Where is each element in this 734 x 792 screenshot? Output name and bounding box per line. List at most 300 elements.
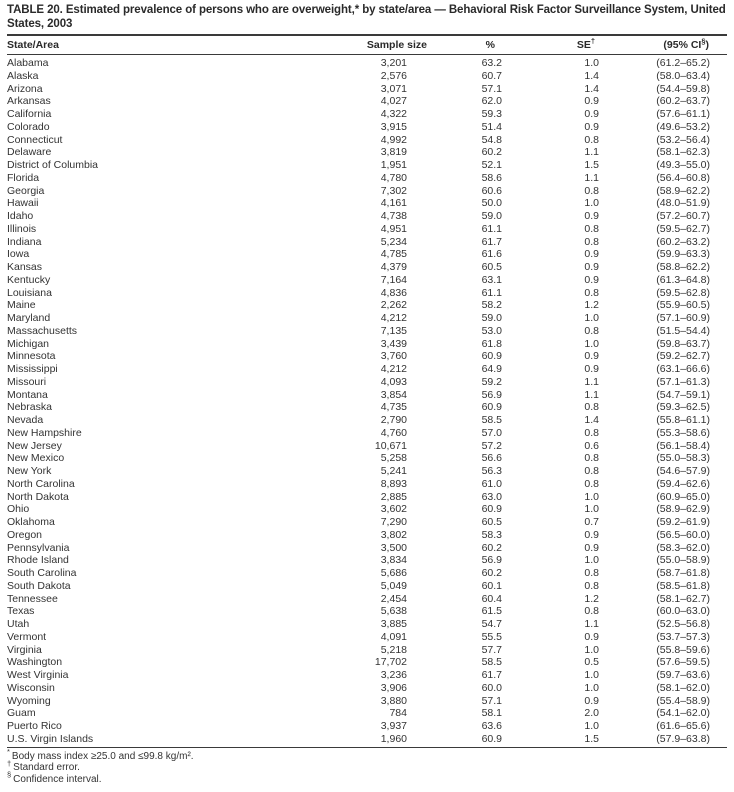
cell-sample-size: 3,236	[380, 669, 407, 681]
table-row	[7, 299, 727, 312]
cell-ci: (60.2–63.2)	[656, 235, 710, 248]
cell-se: 1.0	[584, 643, 599, 656]
table-row	[7, 325, 727, 338]
cell-percent: 59.0	[481, 210, 502, 222]
cell-percent: 60.9	[481, 503, 502, 516]
cell-sample-size: 3,885	[380, 618, 407, 630]
cell-state-area: Nebraska	[7, 401, 52, 414]
cell-ci: (54.6–57.9)	[656, 465, 710, 477]
cell-ci: (58.7–61.8)	[656, 567, 710, 579]
table-row	[7, 440, 727, 453]
table-row	[7, 491, 727, 504]
cell-sample-size: 7,290	[380, 516, 407, 528]
cell-state-area: Oregon	[7, 528, 43, 541]
cell-state-area: Missouri	[7, 375, 47, 388]
footnote-bmi	[7, 747, 727, 763]
table-row	[7, 70, 727, 83]
cell-se: 1.2	[584, 299, 599, 312]
cell-sample-size: 3,819	[380, 146, 407, 159]
table-row	[7, 414, 727, 427]
cell-ci: (52.5–56.8)	[656, 618, 710, 630]
cell-sample-size: 3,915	[380, 120, 407, 133]
cell-state-area: Mississippi	[7, 363, 58, 375]
table-row	[7, 146, 727, 159]
cell-sample-size: 5,258	[380, 452, 407, 465]
cell-state-area: Florida	[7, 171, 40, 184]
cell-percent: 60.5	[481, 516, 502, 528]
cell-ci: (60.9–65.0)	[656, 490, 710, 503]
cell-state-area: Wyoming	[7, 694, 51, 707]
cell-percent: 61.8	[481, 337, 502, 350]
cell-sample-size: 3,880	[380, 694, 407, 707]
cell-se: 0.9	[584, 108, 599, 120]
cell-se: 0.8	[584, 286, 599, 299]
cell-sample-size: 4,091	[380, 630, 407, 643]
cell-sample-size: 7,164	[380, 273, 407, 286]
cell-ci: (56.4–60.8)	[656, 171, 710, 184]
cell-ci: (54.7–59.1)	[656, 388, 710, 401]
table-body	[7, 55, 727, 748]
cell-se: 1.0	[584, 490, 599, 503]
cell-sample-size: 7,302	[380, 184, 407, 197]
cell-ci: (58.0–63.4)	[656, 69, 710, 82]
cell-sample-size: 4,027	[380, 95, 407, 108]
cell-sample-size: 5,686	[380, 567, 407, 579]
table-row	[7, 55, 727, 70]
cell-se: 0.5	[584, 656, 599, 669]
cell-percent: 61.7	[481, 669, 502, 681]
table-row	[7, 567, 727, 580]
cell-sample-size: 7,135	[380, 324, 407, 337]
cell-percent: 64.9	[481, 363, 502, 375]
cell-se: 1.1	[584, 618, 599, 630]
cell-se: 0.9	[584, 273, 599, 286]
cell-se: 0.8	[584, 184, 599, 197]
cell-sample-size: 3,834	[380, 554, 407, 567]
cell-sample-size: 4,322	[380, 108, 407, 120]
cell-sample-size: 3,802	[380, 528, 407, 541]
cell-se: 1.0	[584, 337, 599, 350]
cell-se: 1.2	[584, 592, 599, 605]
cell-state-area: Arizona	[7, 82, 43, 95]
cell-state-area: North Dakota	[7, 490, 69, 503]
cell-percent: 61.7	[481, 235, 502, 248]
cell-ci: (63.1–66.6)	[656, 363, 710, 375]
cell-state-area: Colorado	[7, 120, 50, 133]
cell-sample-size: 3,937	[380, 720, 407, 732]
cell-se: 0.8	[584, 133, 599, 146]
cell-sample-size: 5,049	[380, 579, 407, 592]
cell-se: 0.8	[584, 426, 599, 439]
cell-se: 1.5	[504, 733, 599, 747]
cell-ci: (60.2–63.7)	[656, 95, 710, 108]
cell-sample-size: 2,262	[380, 299, 407, 312]
cell-ci: (57.6–61.1)	[656, 108, 710, 120]
cell-percent: 60.9	[481, 401, 502, 414]
cell-ci: (54.1–62.0)	[656, 707, 710, 720]
cell-se: 0.9	[584, 630, 599, 643]
cell-se: 1.1	[584, 388, 599, 401]
cell-ci: (49.6–53.2)	[656, 120, 710, 133]
cell-ci: (53.2–56.4)	[656, 133, 710, 146]
table-row	[7, 554, 727, 567]
cell-percent: 60.0	[481, 681, 502, 694]
table-row	[7, 287, 727, 300]
cell-state-area: Vermont	[7, 630, 47, 643]
cell-percent: 61.0	[481, 477, 502, 490]
ci-label-post: )	[705, 39, 709, 51]
cell-sample-size: 4,951	[380, 222, 407, 235]
cell-percent: 60.7	[481, 69, 502, 82]
cell-ci: (57.1–61.3)	[656, 375, 710, 388]
cell-state-area: South Carolina	[7, 567, 77, 579]
cell-ci: (55.0–58.9)	[656, 554, 710, 567]
table-row	[7, 210, 727, 223]
cell-percent: 61.1	[481, 222, 502, 235]
cell-sample-size: 4,093	[380, 375, 407, 388]
cell-sample-size: 4,992	[380, 133, 407, 146]
cell-percent: 50.0	[481, 197, 502, 210]
table-row	[7, 274, 727, 287]
cell-se: 0.9	[584, 350, 599, 363]
cell-percent: 57.2	[481, 439, 502, 452]
table-row	[7, 427, 727, 440]
table-row	[7, 618, 727, 631]
cell-sample-size: 4,161	[380, 197, 407, 210]
table-row	[7, 631, 727, 644]
cell-percent: 52.1	[481, 159, 502, 171]
cell-sample-size: 784	[389, 707, 407, 720]
cell-state-area: Puerto Rico	[7, 720, 62, 732]
cell-se: 0.8	[584, 579, 599, 592]
cell-state-area: North Carolina	[7, 477, 75, 490]
cell-sample-size: 5,241	[380, 465, 407, 477]
cell-state-area: Indiana	[7, 235, 42, 248]
cell-se: 1.0	[584, 681, 599, 694]
cell-se: 0.9	[584, 120, 599, 133]
cell-ci: (55.8–61.1)	[656, 414, 710, 426]
cell-state-area: Illinois	[7, 222, 37, 235]
cell-state-area: South Dakota	[7, 579, 71, 592]
prevalence-table	[7, 34, 727, 748]
cell-state-area: Georgia	[7, 184, 45, 197]
cell-percent: 56.3	[481, 465, 502, 477]
cell-ci: (58.1–62.7)	[656, 592, 710, 605]
cell-se: 0.9	[584, 694, 599, 707]
header-row	[7, 35, 727, 55]
cell-se: 1.1	[584, 146, 599, 159]
cell-ci: (60.0–63.0)	[656, 605, 710, 618]
cell-se: 0.8	[584, 235, 599, 248]
cell-se: 1.4	[584, 414, 599, 426]
table-row	[7, 261, 727, 274]
cell-percent: 61.5	[481, 605, 502, 618]
table-row	[7, 644, 727, 657]
cell-percent: 63.0	[481, 490, 502, 503]
footnote-standard-error-text: Standard error.	[13, 762, 80, 773]
cell-ci: (59.2–61.9)	[656, 516, 710, 528]
cell-percent: 62.0	[481, 95, 502, 108]
cell-ci: (57.1–60.9)	[656, 312, 710, 324]
cell-percent: 63.2	[481, 57, 502, 69]
cell-sample-size: 3,071	[380, 82, 407, 95]
cell-se: 0.6	[584, 439, 599, 452]
cell-state-area: California	[7, 108, 52, 120]
cell-sample-size: 17,702	[374, 656, 407, 669]
cell-ci: (58.1–62.3)	[656, 146, 710, 159]
cell-percent: 60.5	[481, 261, 502, 273]
cell-se: 0.7	[584, 516, 599, 528]
cell-state-area: New Hampshire	[7, 426, 82, 439]
cell-state-area: Oklahoma	[7, 516, 55, 528]
cell-state-area: New York	[7, 465, 52, 477]
cell-se: 1.5	[584, 159, 599, 171]
cell-ci: (58.5–61.8)	[656, 579, 710, 592]
cell-percent: 56.9	[481, 388, 502, 401]
table-row	[7, 401, 727, 414]
cell-ci: (58.8–62.2)	[656, 261, 710, 273]
cell-state-area: Washington	[7, 656, 63, 669]
cell-percent: 61.6	[481, 248, 502, 261]
cell-sample-size: 4,735	[380, 401, 407, 414]
se-label: SE	[576, 39, 591, 51]
cell-se: 0.9	[584, 541, 599, 554]
cell-ci: (58.9–62.9)	[656, 503, 710, 516]
cell-ci: (61.2–65.2)	[656, 57, 710, 69]
table-row	[7, 223, 727, 236]
cell-sample-size: 2,790	[380, 414, 407, 426]
cell-ci: (56.1–58.4)	[656, 439, 710, 452]
cell-ci: (59.3–62.5)	[656, 401, 710, 414]
cell-state-area: Delaware	[7, 146, 52, 159]
table-row	[7, 134, 727, 147]
table-row	[7, 656, 727, 669]
cell-ci: (49.3–55.0)	[656, 159, 710, 171]
cell-se: 1.0	[584, 720, 599, 732]
table-row	[7, 593, 727, 606]
cell-sample-size: 5,234	[380, 235, 407, 248]
cell-se: 0.8	[584, 477, 599, 490]
cell-percent: 59.0	[481, 312, 502, 324]
cell-state-area: Montana	[7, 388, 48, 401]
section-footnote-marker: §	[7, 770, 12, 780]
cell-se: 0.9	[584, 248, 599, 261]
dagger-footnote-marker: †	[7, 758, 12, 768]
cell-se: 1.0	[584, 503, 599, 516]
cell-se: 0.8	[584, 452, 599, 465]
cell-sample-size: 3,439	[380, 337, 407, 350]
cell-percent: 56.6	[481, 452, 502, 465]
table-row	[7, 707, 727, 720]
cell-sample-size: 5,218	[380, 643, 407, 656]
cell-percent: 57.1	[481, 694, 502, 707]
table-row	[7, 516, 727, 529]
cell-se: 0.9	[584, 210, 599, 222]
table-row	[7, 185, 727, 198]
table-row	[7, 248, 727, 261]
cell-ci: (57.9–63.8)	[599, 733, 727, 747]
cell-se: 1.0	[584, 554, 599, 567]
cell-percent: 53.0	[481, 324, 502, 337]
cell-percent: 60.9	[427, 733, 504, 747]
cell-sample-size: 2,576	[380, 69, 407, 82]
cell-sample-size: 2,454	[380, 592, 407, 605]
cell-se: 2.0	[584, 707, 599, 720]
cell-se: 0.8	[584, 605, 599, 618]
cell-ci: (55.3–58.6)	[656, 426, 710, 439]
cell-ci: (51.5–54.4)	[656, 324, 710, 337]
table-row	[7, 733, 727, 747]
cell-state-area: Hawaii	[7, 197, 39, 210]
cell-state-area: Alaska	[7, 69, 39, 82]
table-row	[7, 605, 727, 618]
cell-se: 1.4	[584, 82, 599, 95]
table-row	[7, 695, 727, 708]
cell-ci: (55.9–60.5)	[656, 299, 710, 312]
cell-ci: (59.8–63.7)	[656, 337, 710, 350]
table-row	[7, 669, 727, 682]
footnote-bmi-text: Body mass index ≥25.0 and ≤99.8 kg/m².	[11, 750, 194, 762]
cell-se: 1.1	[584, 375, 599, 388]
cell-sample-size: 3,500	[380, 541, 407, 554]
cell-ci: (55.8–59.6)	[656, 643, 710, 656]
cell-percent: 58.5	[481, 656, 502, 669]
cell-state-area: Ohio	[7, 503, 30, 516]
cell-ci: (61.6–65.6)	[656, 720, 710, 732]
cell-ci: (55.4–58.9)	[656, 694, 710, 707]
footnotes-block	[7, 747, 727, 786]
cell-percent: 58.6	[481, 171, 502, 184]
cell-se: 1.0	[584, 57, 599, 69]
cell-state-area: Alabama	[7, 57, 49, 69]
table-row	[7, 542, 727, 555]
table-row	[7, 108, 727, 121]
cell-ci: (59.5–62.8)	[656, 286, 710, 299]
table-row	[7, 580, 727, 593]
cell-percent: 60.6	[481, 184, 502, 197]
cell-state-area: New Jersey	[7, 439, 62, 452]
cell-state-area: Maryland	[7, 312, 51, 324]
table-row	[7, 350, 727, 363]
cell-ci: (55.0–58.3)	[656, 452, 710, 465]
cell-percent: 57.1	[481, 82, 502, 95]
cell-state-area: Pennsylvania	[7, 541, 70, 554]
cell-state-area: Utah	[7, 618, 30, 630]
ci-label-pre: (95% CI	[663, 39, 702, 51]
cell-state-area: U.S. Virgin Islands	[7, 733, 347, 747]
col-header-percent: %	[427, 35, 504, 55]
table-row	[7, 452, 727, 465]
cell-sample-size: 3,906	[380, 681, 407, 694]
cell-sample-size: 3,760	[380, 350, 407, 363]
cell-ci: (56.5–60.0)	[656, 528, 710, 541]
cell-percent: 63.1	[481, 273, 502, 286]
footnote-confidence-interval-text: Confidence interval.	[13, 773, 102, 785]
col-header-sample-size: Sample size	[347, 35, 427, 55]
table-row	[7, 720, 727, 733]
cell-se: 0.8	[584, 401, 599, 414]
cell-sample-size: 3,201	[380, 57, 407, 69]
cell-sample-size: 3,854	[380, 388, 407, 401]
table-row	[7, 529, 727, 542]
cell-state-area: West Virginia	[7, 669, 69, 681]
cell-state-area: Maine	[7, 299, 36, 312]
cell-state-area: Rhode Island	[7, 554, 69, 567]
table-row	[7, 376, 727, 389]
cell-state-area: Guam	[7, 707, 36, 720]
cell-ci: (59.5–62.7)	[656, 222, 710, 235]
cell-ci: (57.2–60.7)	[656, 210, 710, 222]
table-row	[7, 465, 727, 478]
cell-ci: (59.4–62.6)	[656, 477, 710, 490]
cell-percent: 51.4	[481, 120, 502, 133]
table-row	[7, 389, 727, 402]
cell-se: 0.9	[584, 261, 599, 273]
table-row	[7, 197, 727, 210]
table-row	[7, 338, 727, 351]
cell-percent: 60.2	[481, 146, 502, 159]
cell-ci: (57.6–59.5)	[656, 656, 710, 669]
cell-percent: 54.8	[481, 133, 502, 146]
cell-percent: 60.9	[481, 350, 502, 363]
cell-state-area: Kentucky	[7, 273, 51, 286]
cell-sample-size: 3,602	[380, 503, 407, 516]
cell-state-area: Wisconsin	[7, 681, 55, 694]
cell-percent: 55.5	[481, 630, 502, 643]
cell-sample-size: 4,760	[380, 426, 407, 439]
cell-percent: 59.3	[481, 108, 502, 120]
cell-sample-size: 4,379	[380, 261, 407, 273]
cell-sample-size: 4,836	[380, 286, 407, 299]
table-row	[7, 312, 727, 325]
col-header-state-area: State/Area	[7, 35, 347, 55]
cell-sample-size: 8,893	[380, 477, 407, 490]
cell-state-area: Texas	[7, 605, 35, 618]
cell-state-area: Virginia	[7, 643, 42, 656]
dagger-footnote-marker: †	[590, 36, 595, 46]
cell-se: 1.0	[584, 669, 599, 681]
cell-sample-size: 5,638	[380, 605, 407, 618]
footnote-confidence-interval	[7, 770, 727, 786]
cell-ci: (48.0–51.9)	[656, 197, 710, 210]
table-row	[7, 236, 727, 249]
cell-se: 1.4	[584, 69, 599, 82]
cell-percent: 61.1	[481, 286, 502, 299]
cell-sample-size: 1,951	[380, 159, 407, 171]
asterisk-footnote-marker: *	[7, 747, 10, 757]
cell-se: 0.9	[584, 95, 599, 108]
cell-state-area: Michigan	[7, 337, 50, 350]
cell-sample-size: 4,738	[380, 210, 407, 222]
table-row	[7, 478, 727, 491]
cell-se: 0.8	[584, 222, 599, 235]
cell-ci: (53.7–57.3)	[656, 630, 710, 643]
col-header-standard-error	[504, 35, 599, 55]
table-row	[7, 172, 727, 185]
cell-state-area: Massachusetts	[7, 324, 78, 337]
cell-se: 0.9	[584, 363, 599, 375]
cell-state-area: New Mexico	[7, 452, 65, 465]
cell-ci: (54.4–59.8)	[656, 82, 710, 95]
cell-ci: (58.3–62.0)	[656, 541, 710, 554]
col-header-confidence-interval	[599, 35, 727, 55]
cell-percent: 58.5	[481, 414, 502, 426]
section-footnote-marker: §	[701, 36, 706, 46]
cell-state-area: Kansas	[7, 261, 43, 273]
footnote-standard-error	[7, 758, 727, 774]
cell-sample-size: 4,780	[380, 171, 407, 184]
table-row	[7, 503, 727, 516]
